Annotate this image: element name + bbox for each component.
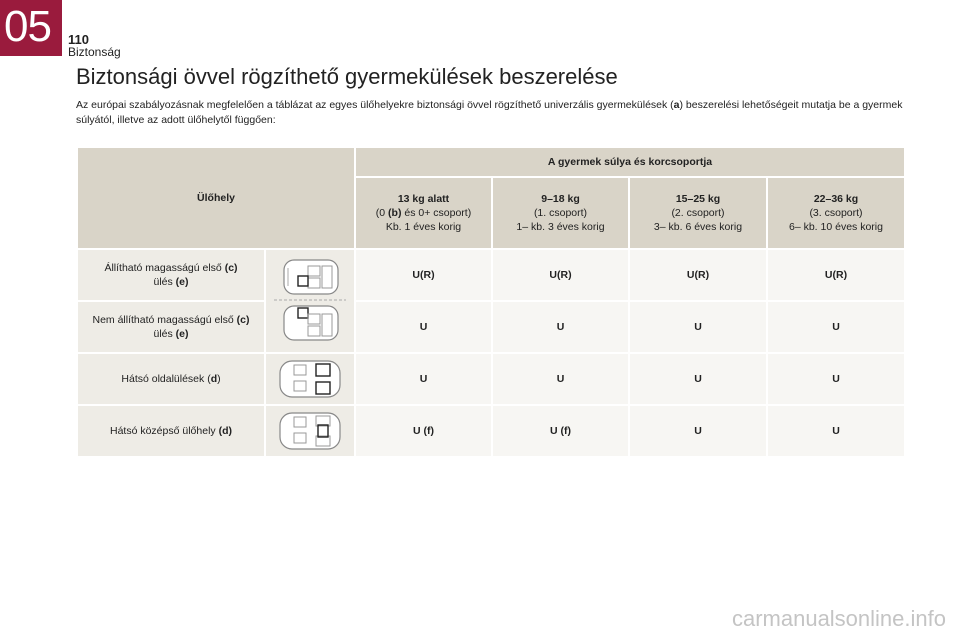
label-text: Hátsó középső ülőhely <box>110 425 219 437</box>
label-text-2: ) <box>217 373 221 385</box>
rear-center-image-cell <box>265 405 355 457</box>
group-desc: (1. csoport) <box>533 207 588 219</box>
label-text: Hátsó oldalülések ( <box>121 373 211 385</box>
intro-paragraph <box>76 98 906 128</box>
label-ref: d <box>210 373 218 385</box>
seat-label <box>77 405 265 457</box>
section-name: Biztonság <box>68 45 121 59</box>
table-cell: U <box>767 301 905 353</box>
table-cell: U(R) <box>355 249 492 301</box>
table-cell: U <box>492 301 629 353</box>
group-header-1 <box>492 177 629 249</box>
group-header-3 <box>767 177 905 249</box>
group-ref: (b) <box>388 207 402 219</box>
car-rear-center-icon <box>274 409 346 453</box>
weight-group-header: A gyermek súlya és korcsoportja <box>355 147 905 177</box>
table-cell: U <box>492 353 629 405</box>
group-weight: 22–36 kg <box>813 193 859 205</box>
group-weight: 9–18 kg <box>541 193 580 205</box>
watermark: carmanualsonline.info <box>731 606 946 631</box>
front-seat-image-cell <box>265 249 355 353</box>
table-cell: U <box>629 301 767 353</box>
table-cell: U <box>355 353 492 405</box>
label-ref-2: (e) <box>175 276 189 288</box>
group-weight: 15–25 kg <box>675 193 721 205</box>
table-cell: U <box>767 353 905 405</box>
intro-text-2: ) beszerelési lehetőségeit mutatja be a gyermek súlyától, illetve az adott ülőhelytől függően: <box>76 99 903 126</box>
group-header-2 <box>629 177 767 249</box>
group-weight: 13 kg alatt <box>397 193 450 205</box>
table-cell: U(R) <box>492 249 629 301</box>
label-text-2: ülés <box>153 328 176 340</box>
chapter-tab <box>0 0 62 56</box>
table-cell: U <box>629 353 767 405</box>
child-seat-table <box>76 146 906 458</box>
table-cell: U <box>629 405 767 457</box>
table-row <box>77 353 905 405</box>
rear-side-image-cell <box>265 353 355 405</box>
label-ref-2: (e) <box>175 328 189 340</box>
label-text: Állítható magasságú első <box>104 262 225 274</box>
table-row <box>77 301 905 353</box>
table-cell: U <box>767 405 905 457</box>
label-text: Nem állítható magasságú első <box>92 314 237 326</box>
table-row <box>77 405 905 457</box>
group-desc: (3. csoport) <box>809 207 863 219</box>
group-desc-post: és 0+ csoport) <box>401 207 472 219</box>
table-cell: U(R) <box>767 249 905 301</box>
label-ref: (c) <box>236 314 250 326</box>
group-age: Kb. 1 éves korig <box>385 221 462 233</box>
group-header-0 <box>355 177 492 249</box>
seat-column-header: Ülőhely <box>77 147 355 249</box>
table-cell: U (f) <box>492 405 629 457</box>
label-ref: (c) <box>224 262 238 274</box>
table-cell: U <box>355 301 492 353</box>
intro-text-1: Az európai szabályozásnak megfelelően a táblázat az egyes ülőhelyekre biztonsági övvel rögzíthető univerzális gyermekülések ( <box>76 99 674 111</box>
table-cell: U (f) <box>355 405 492 457</box>
car-rear-side-icon <box>274 357 346 401</box>
label-ref: (d) <box>218 425 232 437</box>
chapter-number: 05 <box>4 2 51 51</box>
page-number: 110 <box>68 32 89 47</box>
page-title: Biztonsági övvel rögzíthető gyermekülések beszerelése <box>76 64 618 89</box>
group-desc: (2. csoport) <box>671 207 725 219</box>
group-age: 1– kb. 3 éves korig <box>516 221 605 233</box>
seat-label <box>77 301 265 353</box>
seat-label <box>77 249 265 301</box>
label-text-2: ülés <box>153 276 176 288</box>
intro-ref-a: a <box>673 99 680 111</box>
car-front-seat-icon <box>274 256 346 346</box>
group-age: 6– kb. 10 éves korig <box>789 221 883 233</box>
seat-label <box>77 353 265 405</box>
table-cell: U(R) <box>629 249 767 301</box>
table-row <box>77 249 905 301</box>
group-age: 3– kb. 6 éves korig <box>653 221 743 233</box>
group-desc: (0 <box>375 207 389 219</box>
